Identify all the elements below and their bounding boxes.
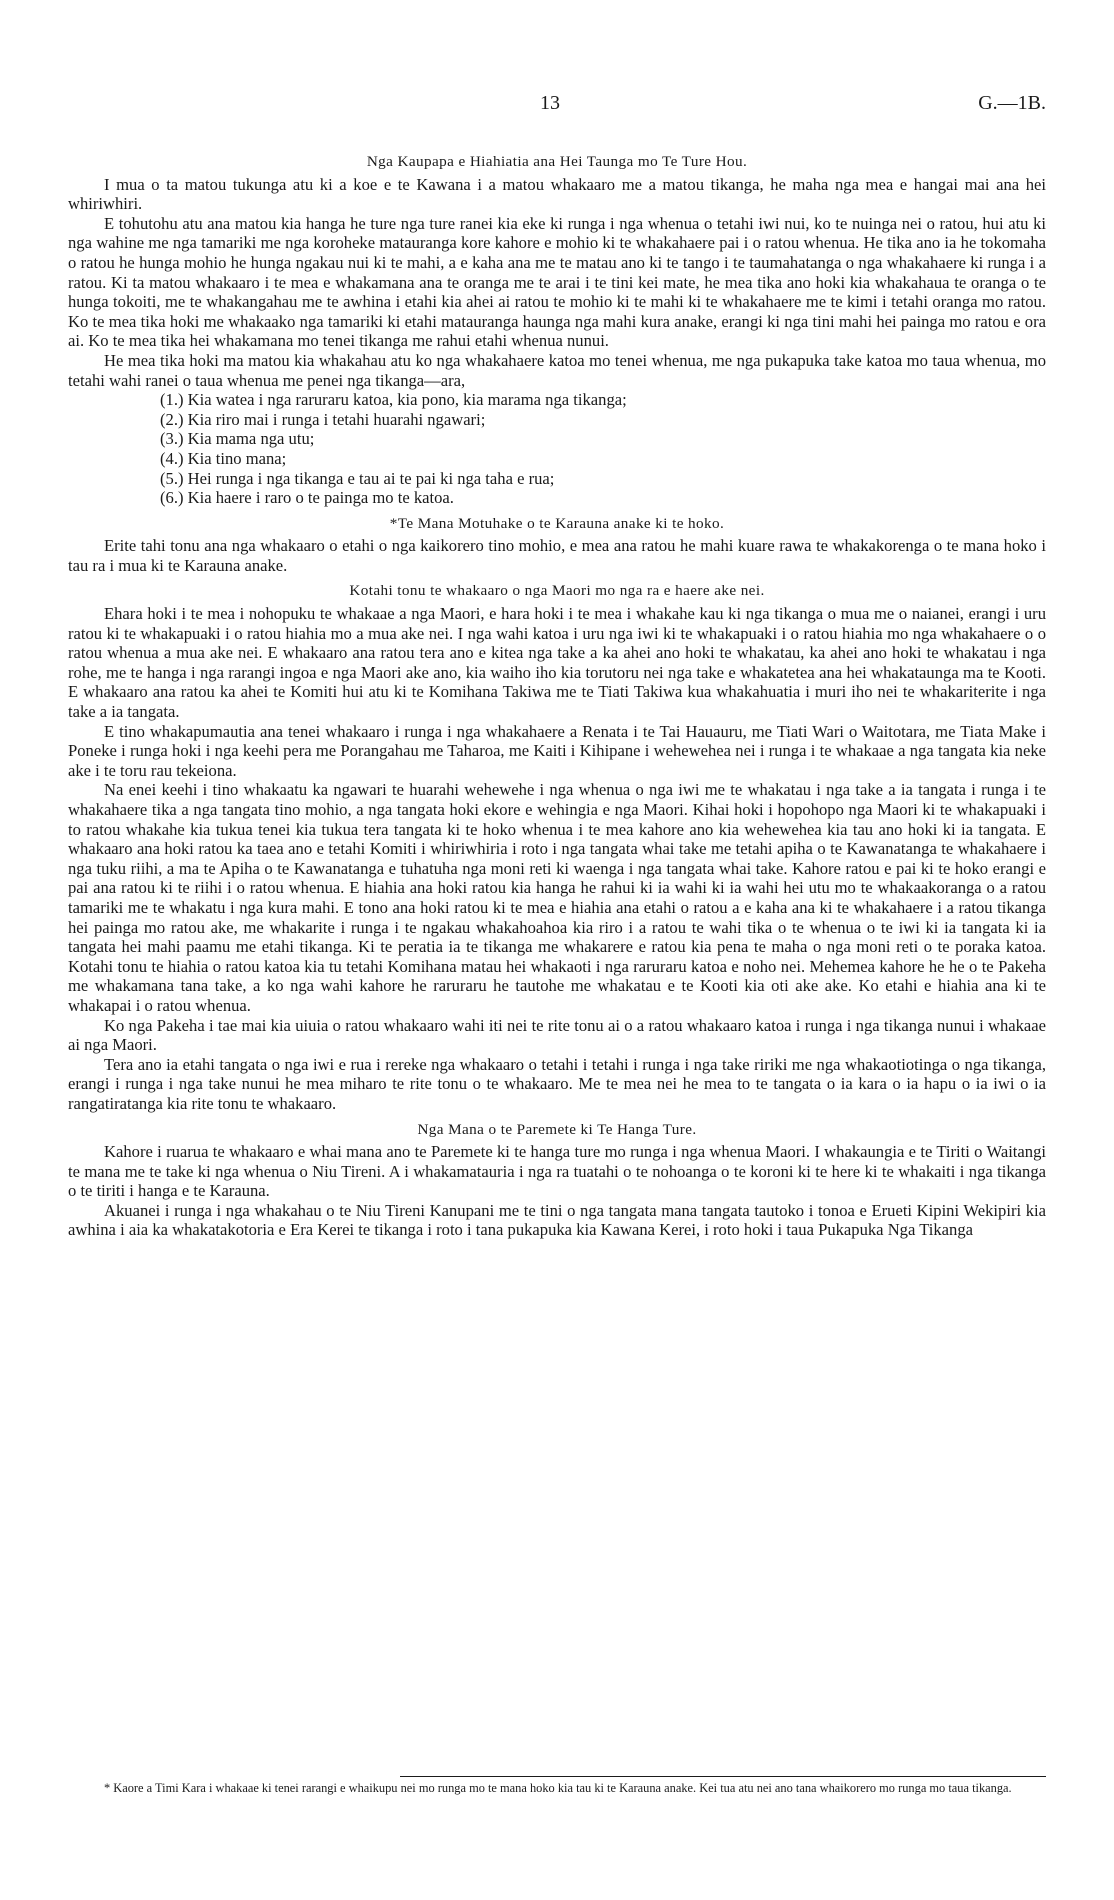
page-number: 13 <box>540 92 560 114</box>
paragraph: Erite tahi tonu ana nga whakaaro o etahi o nga kaikorero tino mohio, e mea ana ratou he mahi kuare rawa te whakakorenga o te mana hoko i tau ra i mua ki te Karauna anake. <box>68 536 1046 575</box>
list-item: (6.) Kia haere i raro o te painga mo te katoa. <box>160 488 454 508</box>
paragraph: E tino whakapumautia ana tenei whakaaro i runga i nga whakahaere a Renata i te Tai Hauauru, me Tiati Wari o Waitotara, me Tiata Make i Poneke i runga hoki i nga keehi pera me Porangahau me Taharoa, me Kaiti i Kihipane i wehewehea nei i runga i te whakaae a nga tangata kia neke ake i te toru rau tekeiona. <box>68 721 1046 780</box>
paragraph: E tohutohu atu ana matou kia hanga he ture nga ture ranei kia eke ki runga i nga whenua o tetahi iwi nui, ko te nuinga nei o ratou, hui atu ki nga wahine me nga tamariki me nga koroheke matauranga kore kahore e mohio ki te whakahaere pai i o ratou whenua. He tika ano ia he tokomaha o ratou he hunga mohio he hunga ngakau nui ki te mahi, a e kaha ana me te matau ano ki te tango i te taumahatanga o nga whakahaere ki runga i a ratou. Ki ta matou whakaaro i te mea e whakamana ana te oranga me te arai i te tini kei mate, he mea tika ano hoki kia whakahaua te oranga o te hunga tokoiti, me te whakangahau me te awhina i etahi kia ahei ai ratou te mohio ki te mahi ki te whakahaere me te kimi i tetahi oranga mo ratou. Ko te mea tika hoki me whakaako nga tamariki ki etahi matauranga haunga nga mahi kura anake, erangi ki nga tini mahi hei painga mo ratou e ora ai. Ko te mea tika hei whakamana mo tenei tikanga me rahui etahi whenua nunui. <box>68 213 1046 351</box>
footnote-rule <box>400 1776 1046 1777</box>
paragraph: He mea tika hoki ma matou kia whakahau atu ko nga whakahaere katoa mo tenei whenua, me nga pukapuka take katoa mo taua whenua, mo tetahi wahi ranei o taua whenua me penei nga tikanga—ara, <box>68 350 1046 390</box>
paragraph: Tera ano ia etahi tangata o nga iwi e rua i rereke nga whakaaro o tetahi i tetahi i runga i nga take ririki me nga whakaotiotinga o nga tikanga, erangi i runga i nga take nunui he mea miharo te rite tonu o te whakaaro. Me te mea nei he mea to te tangata o ia kara o ia hapu o ia iwi o ia rangatiratanga kia rite tonu te whakaaro. <box>68 1054 1046 1113</box>
paragraph: Na enei keehi i tino whakaatu ka ngawari te huarahi wehewehe i nga whenua o nga iwi me te whakatau i nga take a ia tangata i runga i te whakahaere tika a nga tangata tino mohio, a nga tangata hoki ekore e wehingia e nga Maori. Kihai hoki i hopohopo nga Maori ki te whakapuaki i to ratou whakahe kia tukua tenei kia tukua tera tangata ki te hoko whenua i te mea kahore ano kia wehewehea kia tau ano hoki ki ia tangata. E whakaaro ana hoki ratou ka taea ano e tetahi Komiti i whiriwhiria i roto i nga tangata whai take me tetahi apiha o te Kawanatanga te whakahaere i nga tuku riihi, a ma te Apiha o te Kawanatanga e tuhatuha nga moni reti ki waenga i nga tangata whai take. Kahore ratou e pai ki te hoko erangi e pai ana ratou ki te riihi i o ratou whenua. E hiahia ana hoki ratou kia hanga he rahui ki ia wahi ki ia wahi hei utu mo te whakaakoranga o a ratou tamariki me te whakatu i nga kura mahi. E tono ana hoki ratou ki te mea e hiahia ana etahi o ratou a e kaha ana ki te whakahaere i a ratou tikanga hei painga mo ratou ake, me whakarite i runga i te ngakau whakahoahoa kia riro i a ratou te wahi tika o te whenua o te iwi ki ia tangata ki ia tangata hei mahi paamu me etahi tikanga. Ki te peratia ia te tikanga me whakarere e ratou kia pena te maha o nga moni reti o te poraka katoa. Kotahi tonu te hiahia o ratou katoa kia tu tetahi Komihana matau hei whakaoti i nga raruraru katoa e noho nei. Mehemea kahore he he o te Pakeha me whakamana tana take, a ko nga wahi kahore he raruraru he tautohe me whakatau e te Kooti kia oti ake ake. Ko etahi e hiahia ana ki te whakapai i o ratou whenua. <box>68 780 1046 1015</box>
footnote: * Kaore a Timi Kara i whakaae ki tenei rarangi e whaikupu nei mo runga mo te mana hoko kia tau ki te Karauna anake. Kei tua atu nei ano tana whaikorero mo runga mo taua tikanga. <box>104 1781 1012 1795</box>
list-item: (5.) Hei runga i nga tikanga e tau ai te pai ki nga taha e rua; <box>160 468 555 488</box>
paragraph: Akuanei i runga i nga whakahau o te Niu Tireni Kanupani me te tini o nga tangata mana tangata tautoko i tonoa e Erueti Kipini Wekipiri kia awhina i aia ka whakatakotoria e Era Kerei te tikanga i roto i tana pukapuka kia Kawana Kerei, i roto hoki i taua Pukapuka Nga Tikanga <box>68 1200 1046 1240</box>
list-item: (3.) Kia mama nga utu; <box>160 429 315 449</box>
section-heading-2: *Te Mana Motuhake o te Karauna anake ki te hoko. <box>389 514 725 532</box>
paragraph: I mua o ta matou tukunga atu ki a koe e te Kawana i a matou whakaaro me a matou tikanga, he maha nga mea e hangai mai ana hei whiriwhiri. <box>68 174 1046 214</box>
list-item: (2.) Kia riro mai i runga i tetahi huarahi ngawari; <box>160 409 486 429</box>
page-reference: G.—1B. <box>978 92 1046 114</box>
paragraph: Ko nga Pakeha i tae mai kia uiuia o ratou whakaaro wahi iti nei te rite tonu ai o a ratou whakaaro katoa i runga i nga tikanga nunui i whakaae ai nga Maori. <box>68 1015 1046 1055</box>
paragraph: Ehara hoki i te mea i nohopuku te whakaae a nga Maori, e hara hoki i te mea i whakahe kau ki nga tikanga o mua me o naianei, erangi i uru ratou ki te whakapuaki i o ratou hiahia mo a mua ake nei. I nga wahi katoa i uru nga iwi ki te whakapuaki i o ratou hiahia mo nga whakahaere o o ratou whenua a mua ake nei. E whakaaro ana ratou tera ano e kitea nga take a ka ahei ano hoki te whakatau, ka ahei ano hoki te whakatau i nga rohe, me te hanga i nga rarangi ingoa e nga Maori ake ano, kia waiho iho kia torutoru nei nga take e whakatetea ana hei whakataunga ma te Kooti. E whakaaro ana ratou ka ahei te Komiti hui atu ki te Komihana Takiwa me te Tiati Takiwa kua whakahuatia i muri iho nei te whakariterite i nga take a ia tangata. <box>68 604 1046 722</box>
list-item: (4.) Kia tino mana; <box>160 448 287 468</box>
body-text <box>68 146 1046 1240</box>
section-heading-1: Nga Kaupapa e Hiahiatia ana Hei Taunga mo Te Ture Hou. <box>366 153 748 170</box>
section-heading-4: Nga Mana o te Paremete ki Te Hanga Ture. <box>417 1120 697 1138</box>
paragraph: Kahore i ruarua te whakaaro e whai mana ano te Paremete ki te hanga ture mo runga i nga whenua Maori. I whakaungia e te Tiriti o Waitangi te mana me te take ki nga whenua o Niu Tireni. A i whakamatauria i nga ra tuatahi o te nohoanga o te koroni ki te here ki te whakaiti i nga tikanga o te tiriti i hanga e te Karauna. <box>68 1142 1046 1201</box>
requirements-list <box>68 390 1046 508</box>
section-heading-3: Kotahi tonu te whakaaro o nga Maori mo nga ra e haere ake nei. <box>349 582 765 600</box>
list-item: (1.) Kia watea i nga raruraru katoa, kia pono, kia marama nga tikanga; <box>160 390 627 410</box>
